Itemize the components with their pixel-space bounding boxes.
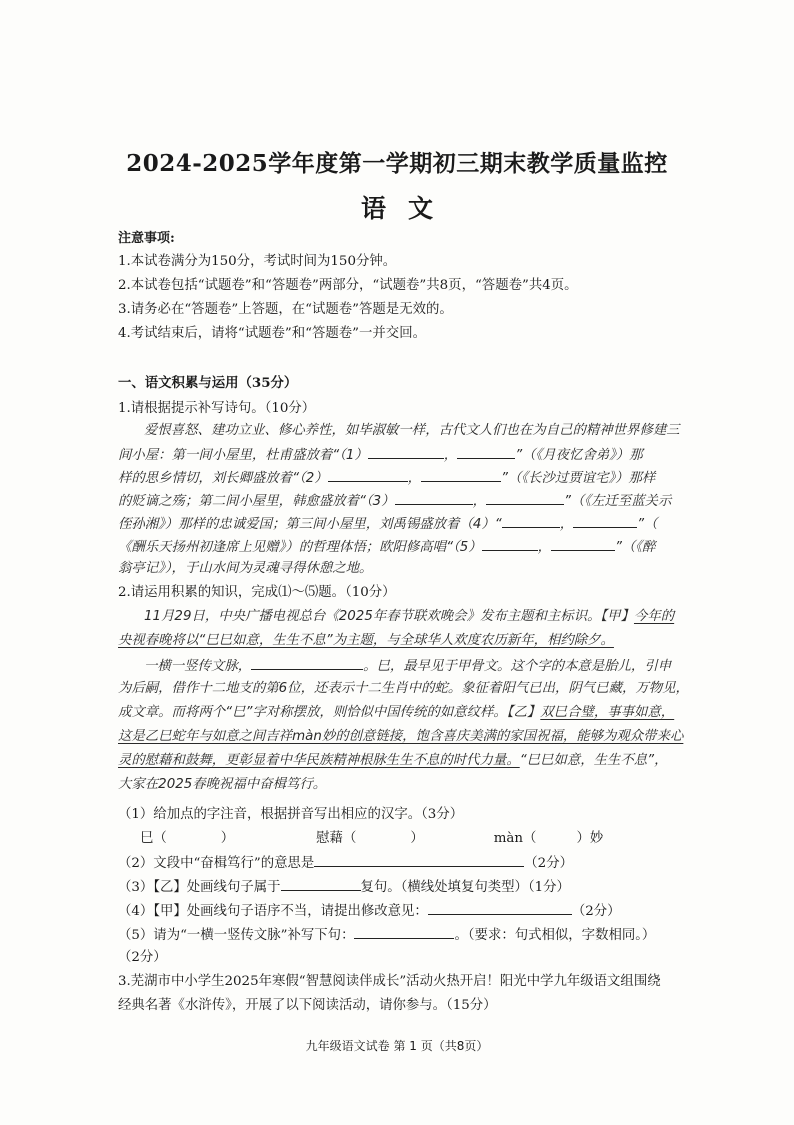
q2-passage: 灵的慰藉和鼓舞，更彰显着中华民族精神根脉生生不息的时代力量。“巳巳如意，生生不息”，: [118, 753, 668, 768]
sub-question: （2）文段中“奋楫笃行”的意思是 （2分）: [118, 853, 573, 873]
underlined-sentence-yi: 这是乙巳蛇年与如意之间吉祥màn妙的创意链接，饱含喜庆美满的家国祝福，能够为观众带来心: [118, 729, 684, 744]
answer-blank: [281, 877, 361, 891]
answer-blank: [482, 537, 538, 551]
q1-text: 间小屋：第一间小屋里，杜甫盛放着“（1） ， ”（《月夜忆舍弟》）那: [118, 445, 643, 465]
notice-item: 2.本试卷包括“试题卷”和“答题卷”两部分，“试题卷”共8页，“答题卷”共4页。: [118, 278, 578, 293]
sub-question: （5）请为“一横一竖传文脉”补写下句： 。（要求：句式相似，字数相同。）: [118, 925, 655, 945]
question-stem: 1.请根据提示补写诗句。（10分）: [118, 401, 316, 416]
q2-passage: 大家在2025春晚祝福中奋楫笃行。: [118, 777, 327, 792]
q1-text: 的贬谪之殇；第二间小屋里，韩愈盛放着“（3） ， ”（《左迁至蓝关示: [118, 491, 671, 511]
sub-question: （2分）: [118, 950, 167, 965]
q2-passage: 一横一竖传文脉， 。巳，最早见于甲骨文。这个字的本意是胎儿，引申: [144, 656, 671, 676]
q1-text: 翁亭记》），于山水间为灵魂寻得休憩之地。: [118, 561, 373, 576]
sub-question: （4）【甲】处画线句子语序不当，请提出修改意见： （2分）: [118, 901, 621, 921]
answer-blank: [502, 514, 560, 528]
notice-title: 注意事项:: [118, 231, 175, 246]
answer-blank: [573, 514, 637, 528]
answer-blank: [428, 901, 572, 915]
q2-passage: [118, 728, 683, 746]
underlined-sentence-yi: 灵的慰藉和鼓舞，更彰显着中华民族精神根脉生生不息的时代力量。: [118, 753, 520, 768]
answer-blank: [457, 445, 515, 459]
answer-blank: [368, 445, 444, 459]
answer-blank: [354, 925, 454, 939]
answer-blank: [486, 491, 564, 505]
answer-blank: [421, 468, 501, 482]
q2-passage: 成文章。而将两个“巳”字对称摆放，则恰似中国传统的如意纹样。【乙】双巳合璧，事事如意，: [118, 705, 675, 720]
answer-blank: [551, 537, 615, 551]
q1-text: 侄孙湘》）那样的忠诚爱国；第三间小屋里，刘禹锡盛放着（4）“ ， ”（: [118, 514, 657, 534]
underlined-sentence-jia: 央视春晚将以“巳巳如意，生生不息”为主题，与全球华人欢度农历新年，相约除夕。: [118, 633, 614, 648]
q2-passage: [118, 632, 614, 650]
exam-title: 2024-2025学年度第一学期初三期末教学质量监控: [126, 150, 668, 177]
question-stem: 3.芜湖市中小学生2025年寒假“智慧阅读伴成长”活动火热开启！阳光中学九年级语文组围绕: [118, 974, 661, 989]
q2-passage: 11月29日，中央广播电视总台《2025年春节联欢晚会》发布主题和主标识。【甲】今年的: [144, 609, 675, 624]
underlined-sentence-yi: 双巳合璧，事事如意，: [540, 705, 675, 720]
q2-passage: 为后嗣，借作十二地支的第6位，还表示十二生肖中的蛇。象征着阳气已出，阴气已藏，万物见，: [118, 681, 689, 696]
notice-item: 1.本试卷满分为150分，考试时间为150分钟。: [118, 254, 397, 269]
question-stem: 2.请运用积累的知识，完成⑴～⑸题。（10分）: [118, 585, 396, 600]
underlined-sentence-jia: 今年的: [633, 609, 675, 624]
answer-blank: [251, 656, 363, 670]
subject-title: 语文: [360, 194, 455, 223]
sub-question: （1）给加点的字注音，根据拼音写出相应的汉字。（3分）: [118, 807, 464, 822]
sub-question: （3）【乙】处画线句子属于 复句。（横线处填复句类型）（1分）: [118, 877, 570, 897]
section-title: 一、语文积累与运用（35分）: [118, 375, 298, 391]
notice-item: 3.请务必在“答题卷”上答题，在“试题卷”答题是无效的。: [118, 302, 453, 317]
page-footer: 九年级语文试卷 第 1 页（共8页）: [305, 1039, 489, 1053]
q1-text: 爱恨喜怒、建功立业、修心养性，如毕淑敏一样，古代文人们也在为自己的精神世界修建三: [144, 423, 680, 438]
q1-text: 《酬乐天扬州初逢席上见赠》）的哲理体悟；欧阳修高唱“（5） ， ”（《醉: [118, 537, 655, 557]
answer-blank: [314, 853, 524, 867]
answer-blank: [395, 491, 473, 505]
answer-blank: [328, 468, 408, 482]
q1-text: 样的思乡情切，刘长卿盛放着“（2） ， ”（《长沙过贾谊宅》）那样: [118, 468, 655, 488]
notice-item: 4.考试结束后，请将“试题卷”和“答题卷”一并交回。: [118, 326, 426, 341]
pinyin-row: 巳（ ） 慰藉（ ） màn（ ）妙: [140, 831, 604, 846]
question-stem: 经典名著《水浒传》，开展了以下阅读活动，请你参与。（15分）: [118, 998, 497, 1013]
